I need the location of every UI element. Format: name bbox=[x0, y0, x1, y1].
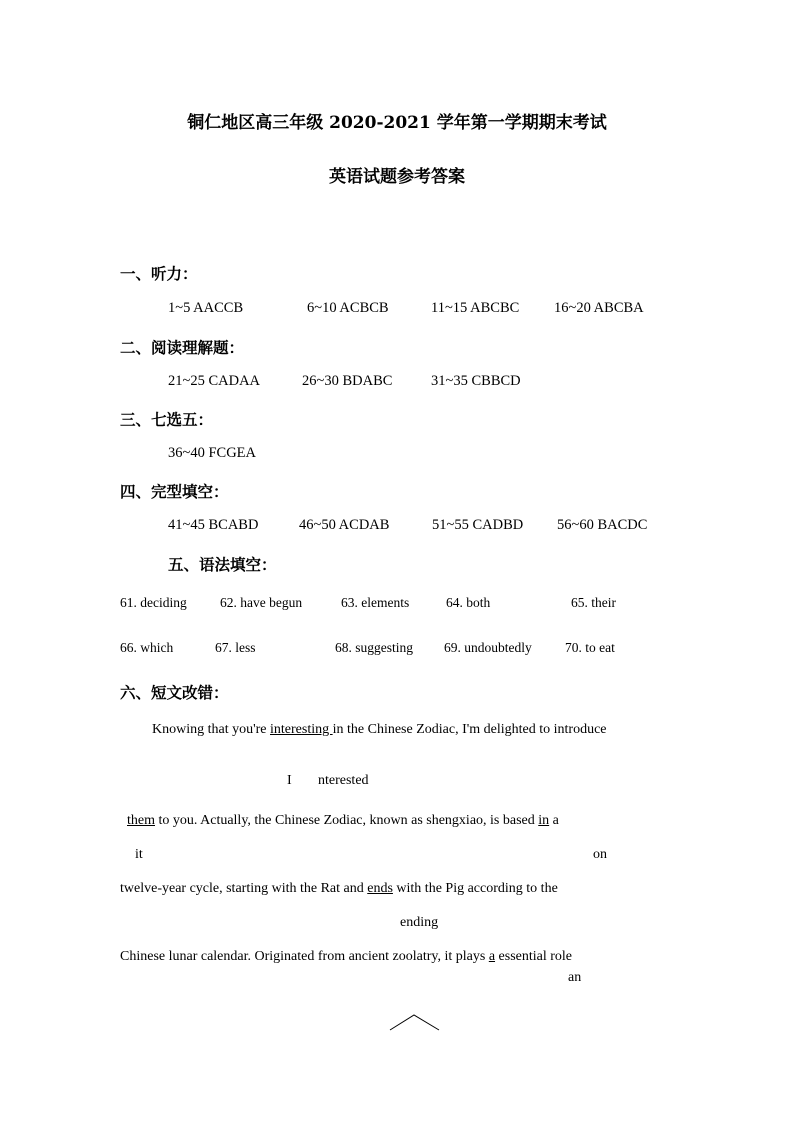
grammar-answer: 64. both bbox=[446, 595, 491, 610]
correction-mark: ending bbox=[400, 915, 439, 930]
answer-group: 41~45 BCABD bbox=[168, 517, 259, 533]
correction-mark: on bbox=[593, 847, 607, 862]
grammar-answer: 66. which bbox=[120, 640, 174, 655]
section-cloze-heading: 四、完型填空： bbox=[120, 482, 229, 501]
answer-group: 36~40 FCGEA bbox=[168, 445, 257, 461]
passage-text: to you. Actually, the Chinese Zodiac, known as shengxiao, is based bbox=[155, 813, 539, 828]
answer-group: 56~60 BACDC bbox=[557, 517, 648, 533]
passage-line bbox=[127, 813, 559, 829]
insertion-caret-icon bbox=[388, 1012, 442, 1032]
answer-group: 1~5 AACCB bbox=[168, 300, 244, 316]
passage-text: in the Chinese Zodiac, I'm delighted to introduce bbox=[332, 722, 607, 737]
passage-text: Knowing that you're bbox=[152, 722, 271, 737]
answer-group: 21~25 CADAA bbox=[168, 373, 261, 389]
answer-group: 26~30 BDABC bbox=[302, 373, 393, 389]
correction-mark: it bbox=[135, 847, 143, 862]
passage-text: with the Pig according to the bbox=[392, 881, 558, 896]
answer-group: 51~55 CADBD bbox=[432, 517, 524, 533]
section-listening-heading: 一、听力： bbox=[120, 264, 198, 283]
section-seven-choose-five-heading: 三、七选五： bbox=[120, 410, 214, 429]
correction-mark: nterested bbox=[318, 773, 369, 788]
passage-text: Chinese lunar calendar. Originated from ancient zoolatry, it plays bbox=[120, 949, 489, 964]
answer-group: 6~10 ACBCB bbox=[307, 300, 389, 316]
passage-line bbox=[120, 881, 558, 897]
passage-line bbox=[152, 722, 607, 738]
error-word: ends bbox=[367, 881, 393, 896]
passage-text: a bbox=[549, 813, 559, 828]
grammar-answer: 69. undoubtedly bbox=[444, 640, 532, 655]
answer-group: 31~35 CBBCD bbox=[431, 373, 521, 389]
grammar-answer: 61. deciding bbox=[120, 595, 187, 610]
grammar-answer: 62. have begun bbox=[220, 595, 303, 610]
page-title: 铜仁地区高三年级 2020-2021 学年第一学期期末考试 bbox=[187, 113, 607, 133]
passage-text: essential role bbox=[495, 949, 573, 964]
error-word: them bbox=[127, 813, 155, 828]
grammar-answer: 65. their bbox=[571, 595, 616, 610]
correction-mark: an bbox=[568, 970, 582, 985]
error-word: in bbox=[538, 813, 550, 828]
answer-group: 11~15 ABCBC bbox=[431, 300, 520, 316]
error-word: interesting bbox=[270, 722, 333, 737]
answer-group: 46~50 ACDAB bbox=[299, 517, 390, 533]
section-grammar-heading: 五、语法填空： bbox=[168, 555, 277, 574]
error-word: a bbox=[488, 949, 496, 964]
passage-line bbox=[120, 949, 572, 965]
correction-mark: I bbox=[287, 773, 292, 788]
grammar-answer: 63. elements bbox=[341, 595, 410, 610]
section-error-correction-heading: 六、短文改错： bbox=[120, 683, 229, 702]
answer-group: 16~20 ABCBA bbox=[554, 300, 644, 316]
section-reading-heading: 二、阅读理解题： bbox=[120, 338, 245, 357]
grammar-answer: 70. to eat bbox=[565, 640, 615, 655]
page-subtitle: 英语试题参考答案 bbox=[329, 167, 465, 187]
grammar-answer: 67. less bbox=[215, 640, 256, 655]
grammar-answer: 68. suggesting bbox=[335, 640, 414, 655]
passage-text: twelve-year cycle, starting with the Rat and bbox=[120, 881, 368, 896]
